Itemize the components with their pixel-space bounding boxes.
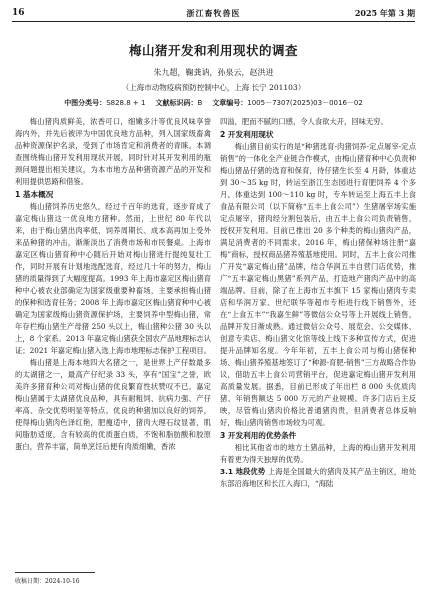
running-head bbox=[12, 7, 415, 19]
section-1-heading: 1 基本概况 bbox=[15, 190, 54, 199]
section-3-1-heading: 3.1 地段优势 bbox=[220, 467, 266, 476]
left-column bbox=[15, 116, 211, 453]
section-3-heading: 3 开发利用的优势条件 bbox=[220, 431, 297, 440]
section-3-intro: 相比其他省市的地方土猪品种，上海的梅山猪开发利用有着更为得天独厚的优势。 bbox=[220, 443, 416, 464]
doc-code-value: B bbox=[197, 99, 203, 107]
right-column bbox=[220, 116, 416, 490]
article-no-label: 文章编号： bbox=[212, 99, 248, 107]
doc-code-label: 文献标识码： bbox=[155, 99, 198, 107]
classification-label: 中图分类号： bbox=[64, 99, 107, 107]
classification-value: S828.8 + 1 bbox=[106, 99, 146, 107]
article-no-value: 1005－7307(2025)03－0016－02 bbox=[247, 99, 363, 107]
continued-paragraph: 四溢，肥而不腻的口感，令人食欲大开，回味无穷。 bbox=[220, 117, 388, 126]
intro-paragraph: 梅山猪肉质鲜美，浓香可口，细嫩多汁等优良风味享誉海内外，并先后被评为中国优良地方品种，列入国家级畜禽品种资源保护名录，受到了市场肯定和消费者的青睐。本调查围绕梅山猪开发利用现状开展，同时针对其开发利用的瓶颈问题提出相关建议，为本市地方品种猪资源产品的开发和利用提供思路和借鉴。 bbox=[15, 117, 211, 186]
issue-label: 2025 年第 3 期 bbox=[354, 8, 415, 18]
article-title: 梅山猪开发和利用现状的调查 bbox=[128, 43, 298, 58]
footnote-rule bbox=[15, 572, 95, 573]
section-3-1-text: 上海是全国最大的猪肉及其产品主销区，地处东部沿海地区和长江入海口，“海陆 bbox=[220, 467, 417, 488]
article-authors: 朱九超，鞠龚讷，孙泉云，赵洪进 bbox=[153, 68, 274, 77]
section-2-heading: 2 开发利用现状 bbox=[220, 130, 274, 139]
journal-name: 浙江畜牧兽医 bbox=[186, 8, 241, 18]
section-1-paragraph-1: 梅山猪饲养历史悠久，经过千百年的选育，逐步育成了嘉定梅山猪这一优良地方猪种。然而，上世纪 80 年代以来，由于梅山猪出肉率低、饲养周期长、成本高再加上受外来品种猪的冲击，渐渐淡出了消费市场和市民餐桌。上海市嘉定区梅山猪育种中心随后开始对梅山猪进行提纯复壮工作，同时开展有计划地选配选育，经过几十年的努力，梅山猪的质量得到了大幅度提高。1993 年上海市嘉定区梅山猪育种中心被农业部确定为国家级重要种畜场，主要承担梅山猪的保种和选育任务；2008 年上海市嘉定区梅山猪育种中心被确定为国家级梅山猪资源保护场，主要饲养中型梅山猪，常年存栏梅山猪生产母猪 250 头以上，梅山猪种公猪 30 头以上，8 个家系。2013 年嘉定梅山猪获全国农产品地理标志认证；2021 年嘉定梅山猪入选上海市地理标志保护工程项目。 bbox=[15, 202, 212, 355]
section-2-paragraph: 梅山猪目前实行的是“种猪选育-肉猪饲养-定点屠宰-定点销售”的一体化全产业链合作模式，由梅山猪育种中心负责种梅山猪品仔猪的选育和保育，待仔猪生长至 4 月龄，体重达到 30～35 kg 时，转运至浙江生态园进行育肥饲养 4 个多月，体重达到 100～110 kg 时，专车转运至上海五丰上食食品有限公司（以下简称“五丰上食公司”）生猪屠宰场实施定点屠宰，猪肉经分割包装后，由五丰上食公司负责销售，授权开发利用。目前已推出 20 多个种类的梅山猪肉产品，满足消费者的不同需求。2016 年，梅山猪保种场注册“嘉梅”商标，授权商品猪养殖基地使用。同时，五丰上食公司推广开发“嘉定梅山猪”品牌，结合华润五丰自营门店优势，推广“五丰嘉定梅山黑猪”系列产品，打造地产猪肉产品中的高端品牌。目前，除了在上海市五丰旗下 15 家梅山猪肉专卖店和华润万家、世纪联华等超市专柜进行线下销售外，还在“上食五丰”“我嘉生鲜”等微信公众号等上开展线上销售，品牌开发日渐成熟。通过微信公众号、展览会、公交媒体、创意专卖店、梅山猪文化馆等线上线下多种宣传方式，促进提升品牌知名度。今年年初，五丰上食公司与梅山猪保种场、梅山猪养殖基地签订了“种源-育肥-销售”三方战略合作协议，借助五丰上食公司营销平台，促进嘉定梅山猪开发利用高质量发展。据悉，目前已形成了年出栏 8 000 头优质肉猪、年销售额达 5 000 万元的产业规模。许多门店后主反映，尽管梅山猪肉价格比普通猪肉贵，但消费者总体反响好，梅山猪肉销售市场较为可观。 bbox=[220, 142, 416, 427]
received-date: 收稿日期：2024-10-16 bbox=[15, 578, 80, 585]
page-number: 16 bbox=[12, 8, 25, 18]
section-1-paragraph-2: 梅山猪是上海本地四大名猪之一，是世界上产仔数最多的太湖猪之一，最高产仔纪录 33 头，享有“国宝”之誉，欧美许多猪育种公司对梅山猪的优良繁育性状赞叹不已。嘉定梅山猪属于太湖猪优良品种，具有耐粗饲、抗病力强、产仔率高、杂交优势明显等特点。优良的种猪加以良好的饲养，使得梅山猪肉色泽红艳，肥瘦适中，猪肉大理石纹显著，肌间脂肪适度，含有较高的优质蛋白质，不饱和脂肪酸和胶原蛋白，营养丰富，简单烹饪后便有肉质细嫩，香浓 bbox=[15, 358, 211, 451]
header-rule bbox=[12, 21, 415, 22]
article-affiliation: （上海市动物疫病预防控制中心，上海 长宁 201103） bbox=[121, 83, 306, 92]
article-metadata bbox=[0, 98, 427, 108]
